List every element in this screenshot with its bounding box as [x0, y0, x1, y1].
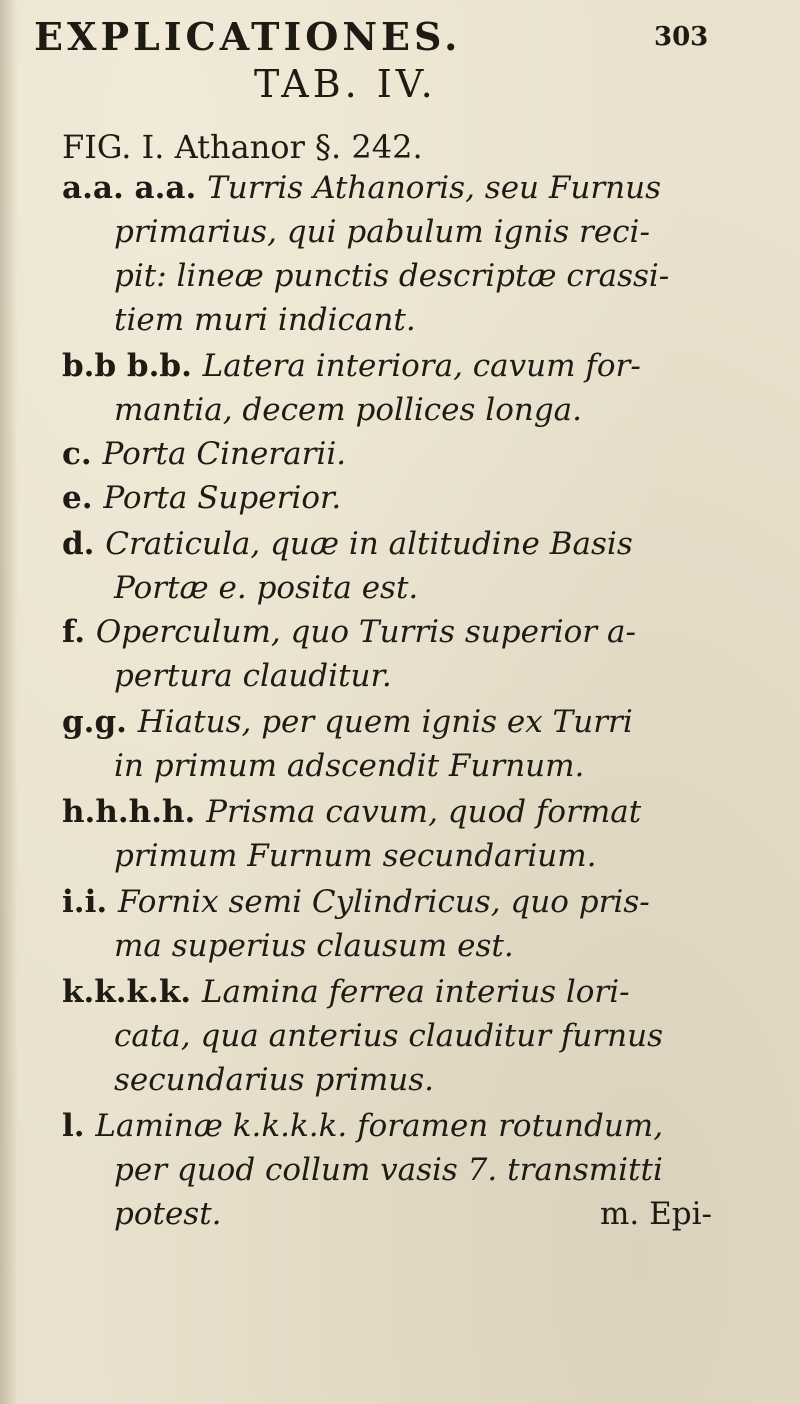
entry-key: h.h.h.h. — [62, 794, 207, 830]
list-item — [62, 882, 650, 922]
entry-text: primarius, qui pabulum ignis reci- — [114, 214, 650, 250]
entry-text: Operculum, quo Turris superior a- — [95, 614, 636, 650]
running-title: EXPLICATIONES. — [34, 14, 462, 59]
entry-text: Portæ e. posita est. — [114, 570, 419, 606]
list-item — [62, 346, 641, 386]
entry-key: d. — [62, 526, 106, 562]
entry-text: in primum adscendit Furnum. — [114, 748, 585, 784]
list-item — [62, 524, 633, 564]
entry-text: Latera interiora, cavum for- — [202, 348, 641, 384]
entry-text: potest. — [114, 1196, 222, 1232]
list-item — [62, 478, 341, 518]
entry-text: Porta Cinerarii. — [102, 436, 347, 472]
entry-text: tiem muri indicant. — [114, 302, 416, 338]
list-item — [62, 434, 346, 474]
entry-text: cata, qua anterius clauditur furnus — [114, 1018, 664, 1054]
entry-text: pit: lineæ punctis descriptæ crassi- — [114, 258, 670, 294]
entry-text: Laminæ k.k.k.k. foramen rotundum, — [95, 1108, 664, 1144]
entry-text: Hiatus, per quem ignis ex Turri — [137, 704, 633, 740]
binding-shadow — [0, 0, 18, 1404]
entry-text: primum Furnum secundarium. — [114, 838, 597, 874]
list-item — [62, 972, 630, 1012]
entry-text: ma superius clausum est. — [114, 928, 514, 964]
entry-key: b.b b.b. — [62, 348, 203, 384]
entry-key: c. — [62, 436, 103, 472]
entry-text: Fornix semi Cylindricus, quo pris- — [117, 884, 650, 920]
entry-key: e. — [62, 480, 104, 516]
entry-key: g.g. — [62, 704, 138, 740]
entry-text: pertura clauditur. — [114, 658, 392, 694]
list-item — [62, 612, 636, 652]
figure-caption: FIG. I. Athanor §. 242. — [62, 128, 423, 166]
entry-text: Turris Athanoris, seu Furnus — [207, 170, 661, 206]
entry-key: i.i. — [62, 884, 118, 920]
list-item — [62, 792, 641, 832]
entry-key: l. — [62, 1108, 96, 1144]
entry-text: secundarius primus. — [114, 1062, 435, 1098]
list-item — [62, 1106, 663, 1146]
entry-key: a.a. a.a. — [62, 170, 208, 206]
list-item — [62, 168, 661, 208]
entry-text: per quod collum vasis 7. transmitti — [114, 1152, 663, 1188]
entry-key: f. — [62, 614, 96, 650]
entry-text: Porta Superior. — [103, 480, 342, 516]
entry-key: k.k.k.k. — [62, 974, 202, 1010]
entry-text: Lamina ferrea interius lori- — [201, 974, 630, 1010]
catchword: m. Epi- — [600, 1196, 712, 1232]
entry-text: Prisma cavum, quod format — [206, 794, 642, 830]
page-number: 303 — [654, 22, 709, 52]
running-header — [0, 8, 800, 68]
plate-heading: TAB. IV. — [254, 62, 437, 106]
entry-text: Craticula, quæ in altitudine Basis — [105, 526, 633, 562]
list-item — [62, 702, 633, 742]
entry-text: mantia, decem pollices longa. — [114, 392, 582, 428]
